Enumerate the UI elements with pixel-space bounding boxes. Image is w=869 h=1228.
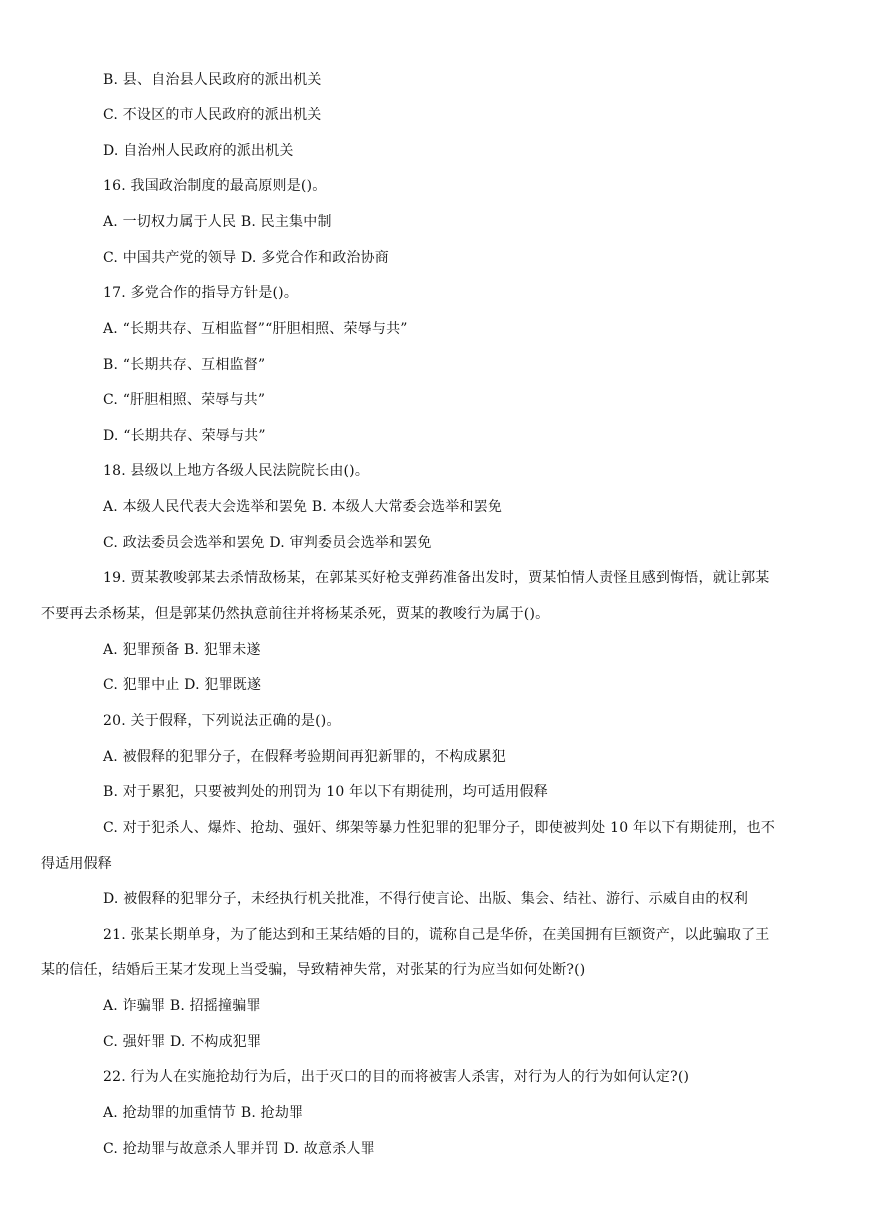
option-15-c: C. 不设区的市人民政府的派出机关 [103,107,322,123]
question-21-continued: 某的信任，结婚后王某才发现上当受骗，导致精神失常，对张某的行为应当如何处断?() [41,962,586,978]
question-22: 22. 行为人在实施抢劫行为后，出于灭口的目的而将被害人杀害，对行为人的行为如何认定?() [103,1069,690,1085]
option-20-d: D. 被假释的犯罪分子，未经执行机关批准，不得行使言论、出版、集会、结社、游行、示威自由的权利 [103,891,749,907]
options-19-ab: A. 犯罪预备 B. 犯罪未遂 [103,642,261,658]
options-21-ab: A. 诈骗罪 B. 招摇撞骗罪 [103,998,261,1014]
question-18: 18. 县级以上地方各级人民法院院长由()。 [103,463,370,479]
options-18-ab: A. 本级人民代表大会选举和罢免 B. 本级人大常委会选举和罢免 [103,499,503,515]
option-17-c: C. “肝胆相照、荣辱与共” [103,392,266,408]
question-21: 21. 张某长期单身，为了能达到和王某结婚的目的，谎称自己是华侨，在美国拥有巨额资产，以此骗取了王 [103,927,770,943]
option-17-a: A. “长期共存、互相监督”“肝胆相照、荣辱与共” [103,321,408,337]
option-17-d: D. “长期共存、荣辱与共” [103,428,266,444]
question-19-continued: 不要再去杀杨某，但是郭某仍然执意前往并将杨某杀死，贾某的教唆行为属于()。 [41,606,550,622]
options-22-ab: A. 抢劫罪的加重情节 B. 抢劫罪 [103,1105,304,1121]
option-20-a: A. 被假释的犯罪分子，在假释考验期间再犯新罪的，不构成累犯 [103,749,507,765]
options-21-cd: C. 强奸罪 D. 不构成犯罪 [103,1034,262,1050]
option-20-c: C. 对于犯杀人、爆炸、抢劫、强奸、绑架等暴力性犯罪的犯罪分子，即使被判处 10 年以下有期徒刑，也不 [103,820,776,836]
options-19-cd: C. 犯罪中止 D. 犯罪既遂 [103,677,262,693]
options-16-ab: A. 一切权力属于人民 B. 民主集中制 [103,214,332,230]
question-20: 20. 关于假释，下列说法正确的是()。 [103,713,341,729]
question-19: 19. 贾某教唆郭某去杀情敌杨某，在郭某买好枪支弹药准备出发时，贾某怕情人责怪且感到悔悟，就让郭某 [103,570,770,586]
option-17-b: B. “长期共存、互相监督” [103,357,266,373]
option-15-d: D. 自治州人民政府的派出机关 [103,143,294,159]
options-18-cd: C. 政法委员会选举和罢免 D. 审判委员会选举和罢免 [103,535,432,551]
question-16: 16. 我国政治制度的最高原则是()。 [103,178,327,194]
options-22-cd: C. 抢劫罪与故意杀人罪并罚 D. 故意杀人罪 [103,1141,375,1157]
option-15-b: B. 县、自治县人民政府的派出机关 [103,72,322,88]
question-17: 17. 多党合作的指导方针是()。 [103,285,299,301]
option-20-b: B. 对于累犯，只要被判处的刑罚为 10 年以下有期徒刑，均可适用假释 [103,784,548,800]
options-16-cd: C. 中国共产党的领导 D. 多党合作和政治协商 [103,250,389,266]
option-20-c-continued: 得适用假释 [41,856,112,872]
